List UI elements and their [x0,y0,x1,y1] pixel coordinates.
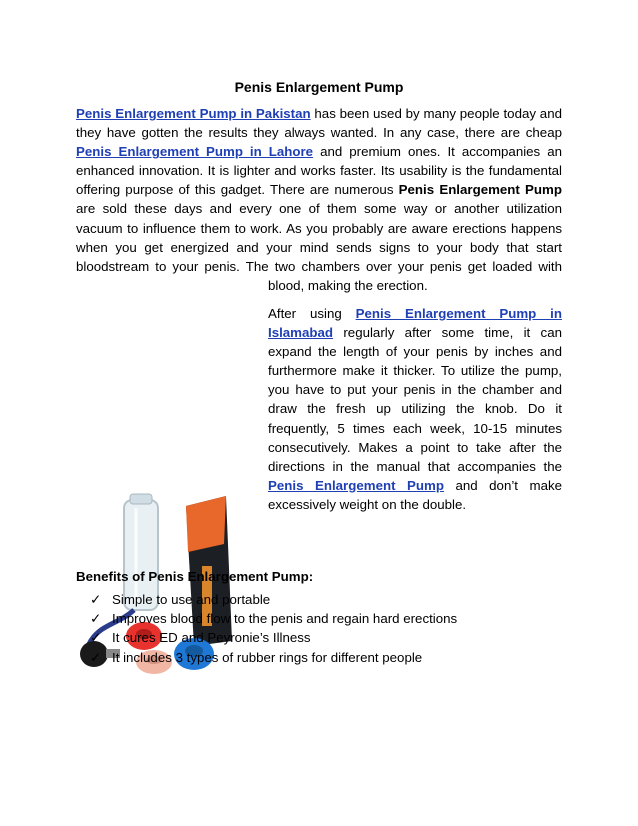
list-item [90,648,457,667]
link-pump[interactable]: Penis Enlargement Pump [268,477,444,493]
benefits-list [90,590,457,667]
checkmark-icon: ✓ [90,611,102,627]
list-item [90,609,457,628]
link-lahore[interactable]: Penis Enlargement Pump in Lahore [76,144,314,160]
text-3: are sold these days and every one of them some way or another utilization vacuum to influence them to work. As you probably are aware erections happens when you get energized and your mind sends signs to your body that start bloodstream to your penis. The two chambers over your penis get loaded with blood, making the erection. [76,201,562,293]
benefits-heading: Benefits of Penis Enlargement Pump: [76,569,314,584]
checkmark-icon: ✓ [90,630,102,646]
list-item [90,628,457,647]
link-islamabad[interactable]: Penis Enlargement Pump in Islamabad [268,305,562,341]
text-2: and premium ones. It accompanies an enhanced innovation. It is lighter and works faster. Its usability is the fundamental offering purpose of this gadget. There are numerous [76,144,562,198]
checkmark-icon: ✓ [90,592,102,607]
text-1: has been used by many people today and they have gotten the results they always wanted. In any case, there are cheap [76,106,562,141]
text-6: and don’t make excessively weight on the double. [268,477,563,512]
benefit-text: It includes 3 types of rubber rings for different people [112,649,423,665]
link-pakistan[interactable]: Penis Enlargement Pump in Pakistan [76,106,311,121]
benefit-text: Improves blood flow to the penis and regain hard erections [112,611,458,627]
list-item [90,590,457,609]
text-4: After using [268,305,356,321]
benefit-text: It cures ED and Peyronie’s Illness [112,630,311,646]
checkmark-icon: ✓ [90,649,102,665]
benefit-text: Simple to use and portable [112,592,271,607]
page-title: Penis Enlargement Pump [234,79,404,95]
text-5: regularly after some time, it can expand the length of your penis by inches and furthermore make it thicker. To utilize the pump, you have to put your penis in the chamber and draw the fresh up utilizing the knob. Do it frequently, 5 times each week, 10-15 minutes consecutively. Makes a point to take after the directions in the manual that accompanies the [268,325,562,474]
bold-pump: Penis Enlargement Pump [398,182,562,198]
